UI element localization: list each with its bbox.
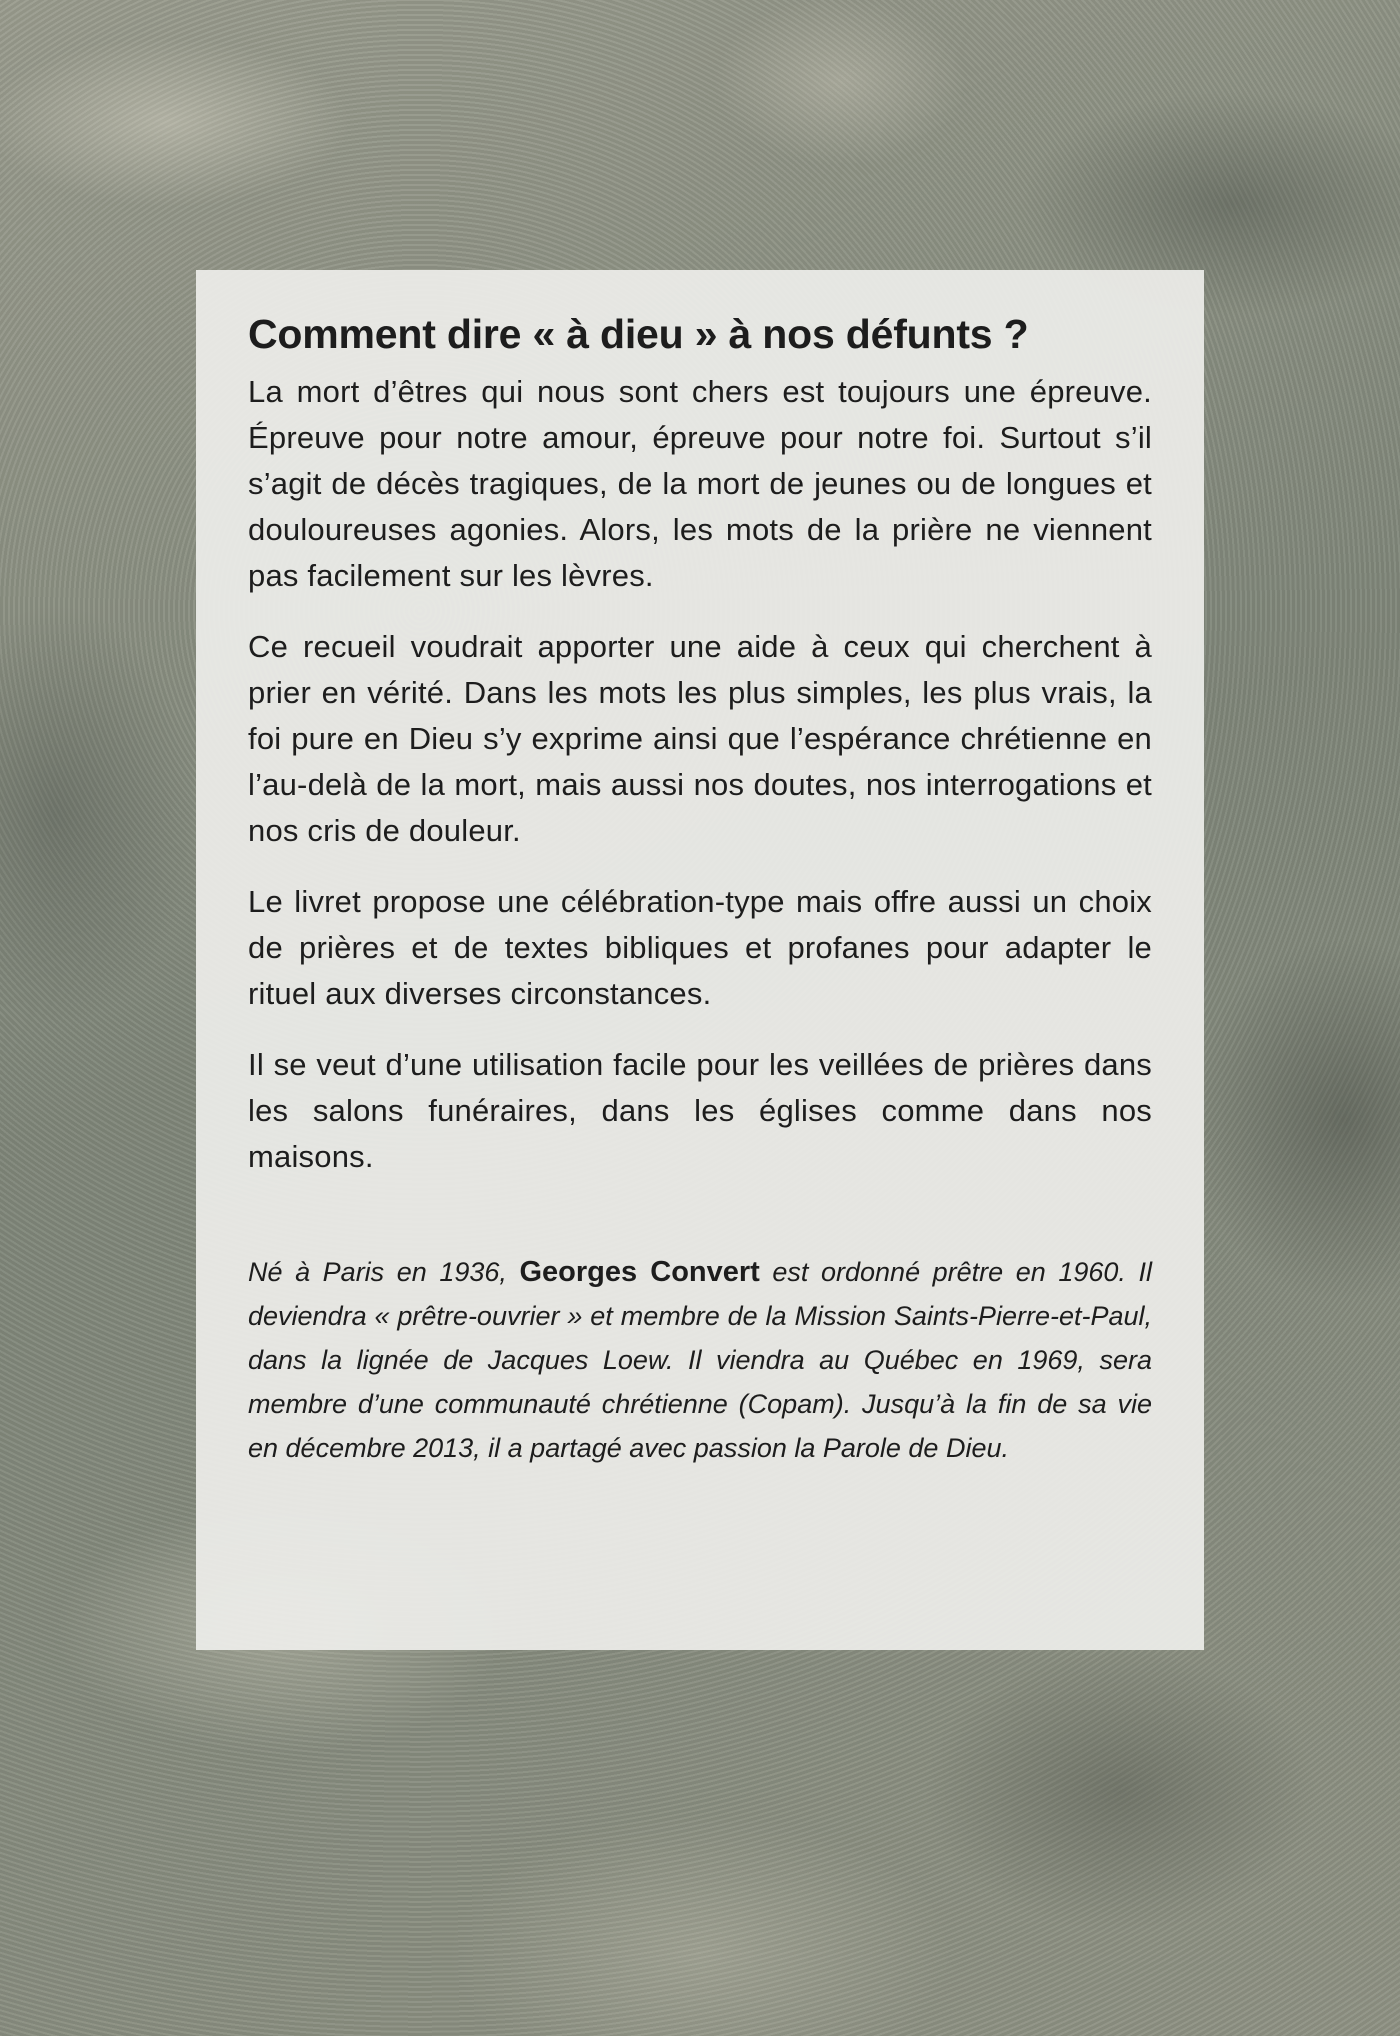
paragraph-2: Ce recueil voudrait apporter une aide à ceux qui cherchent à prier en vérité. Dans les mots les plus simples, les plus vrais, la foi pure en Dieu s’y exprime ainsi que l’espérance chrétienne en l’au-delà de la mort, mais aussi nos doutes, nos interrogations et nos cris de douleur. (248, 629, 1152, 849)
paragraph-4: Il se veut d’une utilisation facile pour les veillées de prières dans les salons funéraires, dans les églises comme dans nos maisons. (248, 1047, 1152, 1175)
author-bio (248, 1250, 1152, 1470)
page-title: Comment dire « à dieu » à nos défunts ? (248, 311, 1029, 357)
author-name: Georges Convert (519, 1256, 760, 1289)
paragraph-1: La mort d’êtres qui nous sont chers est toujours une épreuve. Épreuve pour notre amour, épreuve pour notre foi. Surtout s’il s’agit de décès tragiques, de la mort de jeunes ou de longues et douloureuses agonies. Alors, les mots de la prière ne viennent pas facilement sur les lèvres. (248, 374, 1152, 594)
bio-text: est ordonné prêtre en 1960. Il deviendra « prêtre-ouvrier » et membre de la Mission Saints-Pierre-et-Paul, dans la lignée de Jacques Loew. Il viendra au Québec en 1969, sera membre d’une communauté chrétienne (Copam). Jusqu’à la fin de sa vie en décembre 2013, il a partagé avec passion la Parole de Dieu. (248, 1257, 1152, 1464)
paragraph-3: Le livret propose une célébration-type mais offre aussi un choix de prières et de textes bibliques et profanes pour adapter le rituel aux diverses circonstances. (248, 884, 1152, 1012)
back-cover-text-panel (196, 270, 1204, 1650)
bio-intro: Né à Paris en 1936, (248, 1257, 520, 1288)
